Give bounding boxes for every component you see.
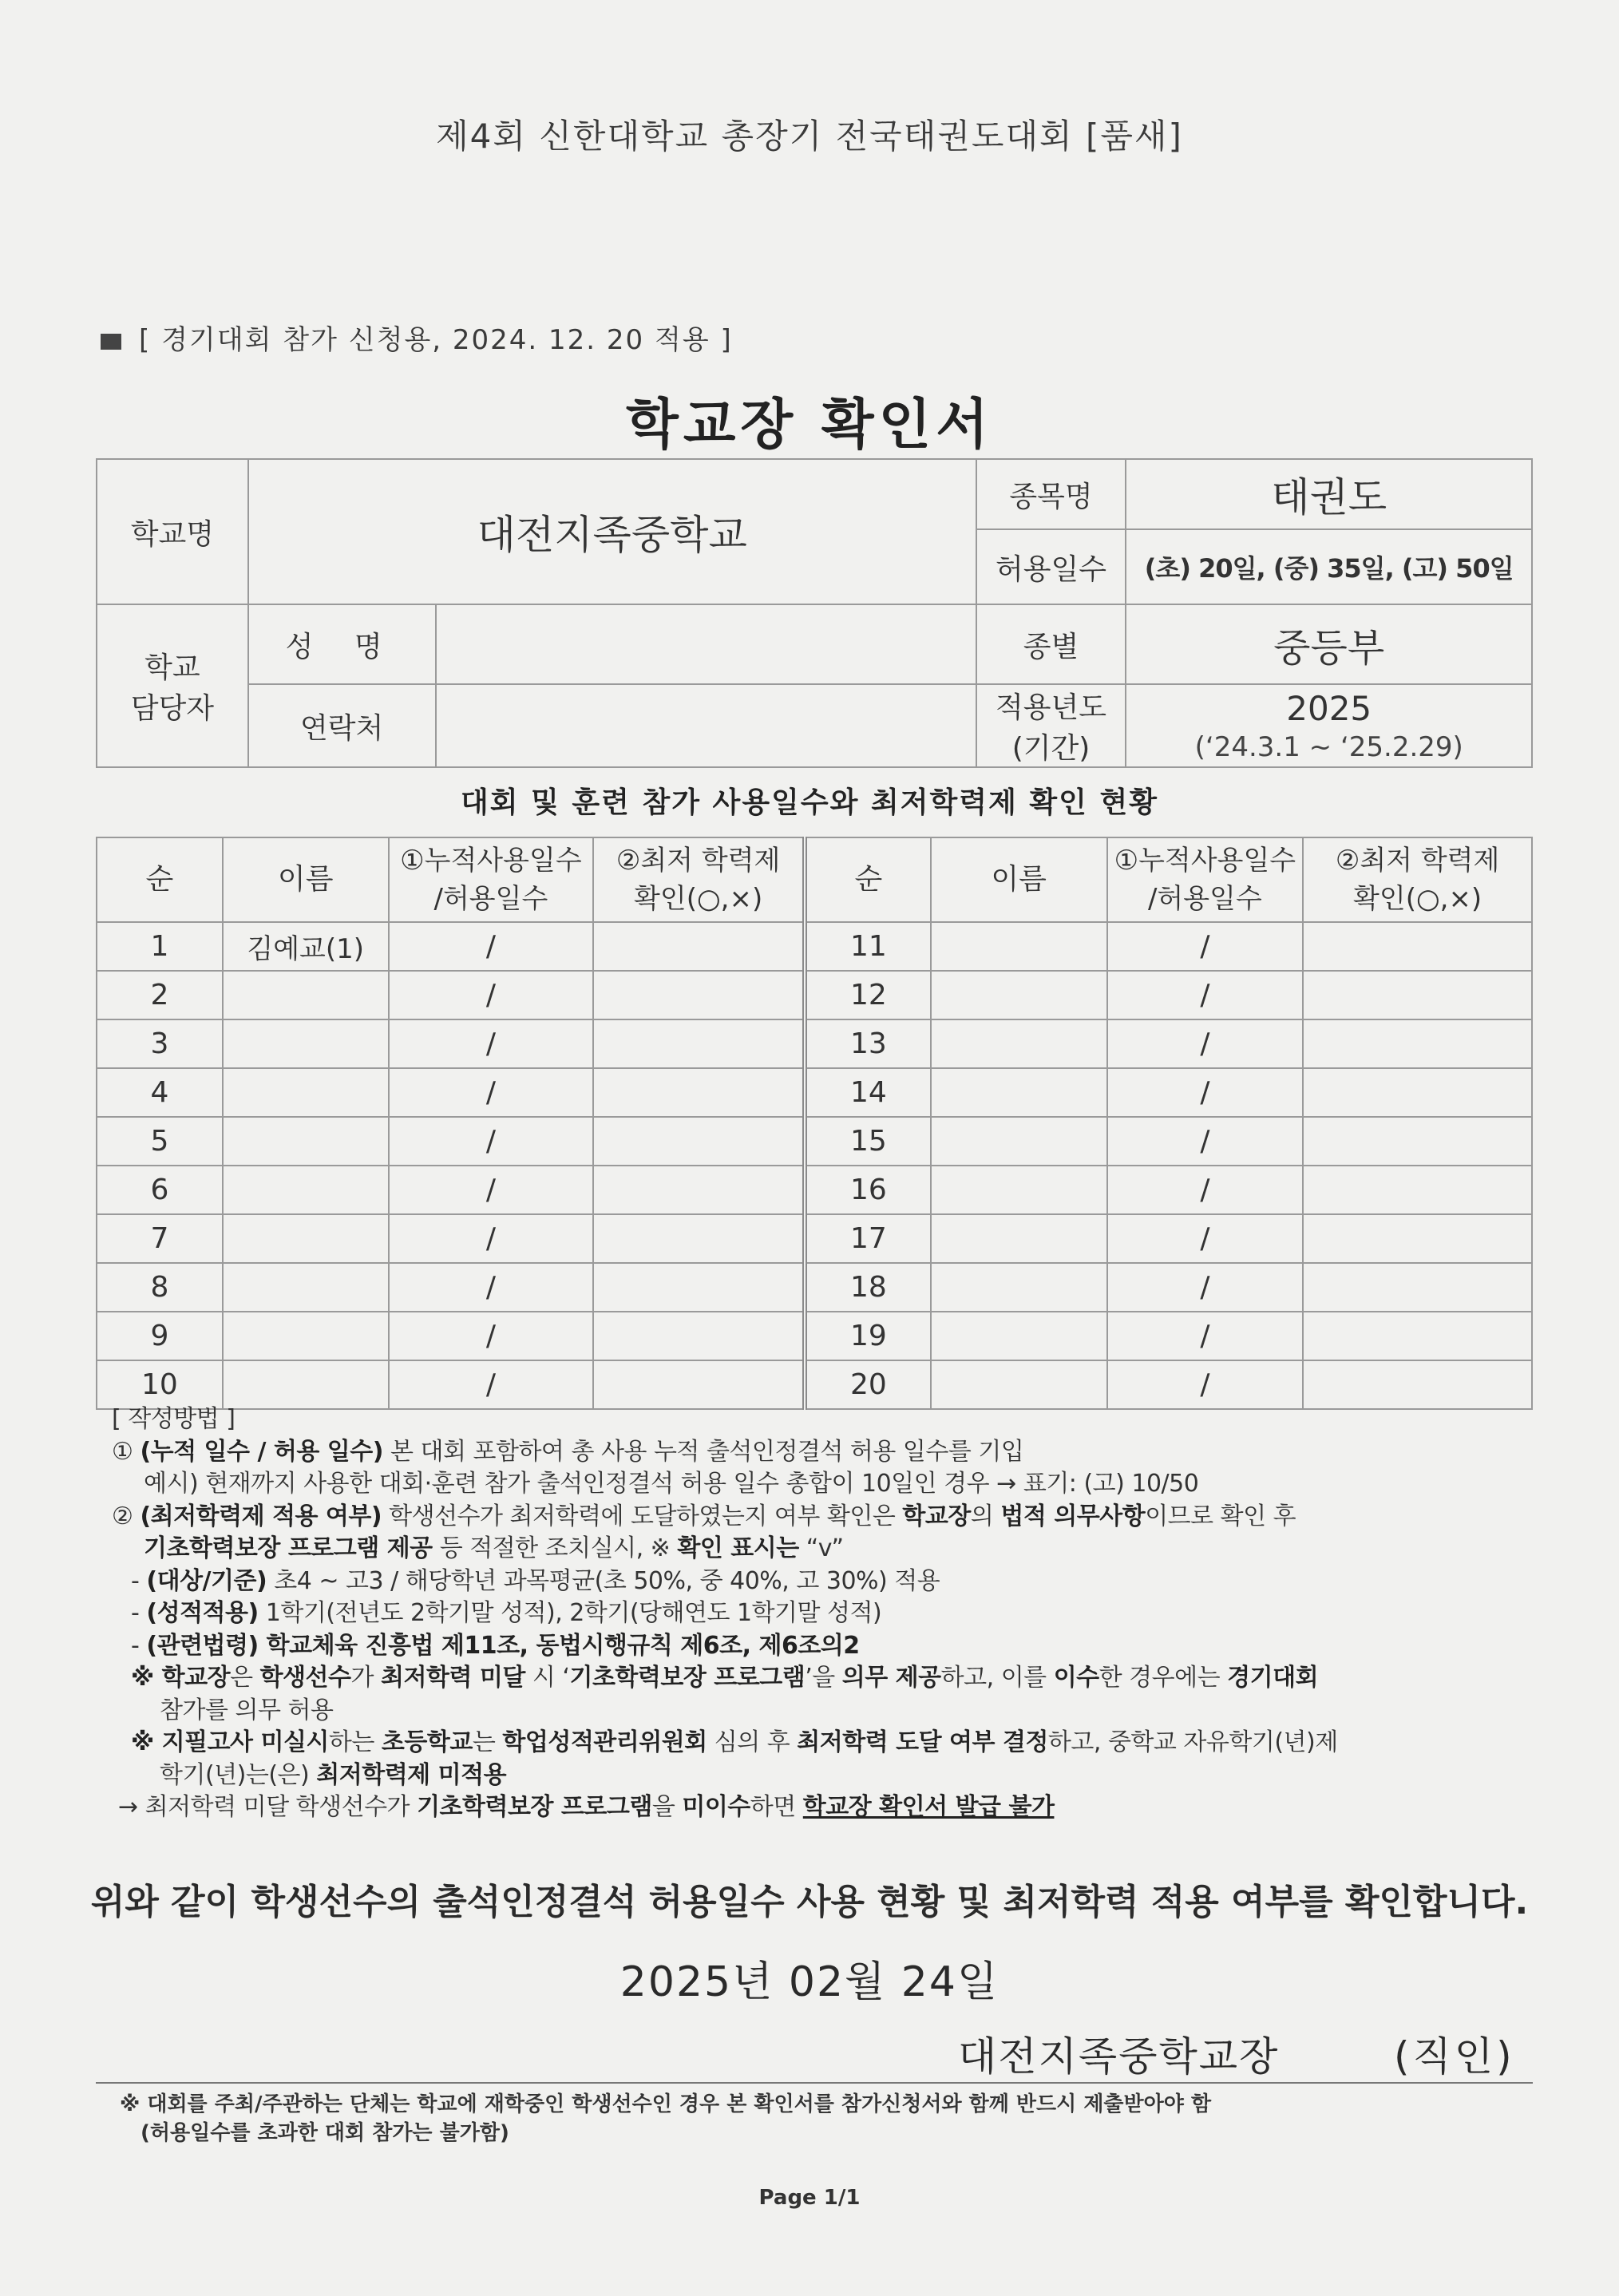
allowed-days-value: (초) 20일, (중) 35일, (고) 50일 xyxy=(1126,529,1532,604)
footnote-line-2: (허용일수를 초과한 대회 참가는 불가함) xyxy=(141,2121,509,2145)
row-name-right xyxy=(931,1312,1107,1360)
row-name-right xyxy=(931,922,1107,971)
form-tag-text: [ 경기대회 참가 신청용, 2024. 12. 20 적용 ] xyxy=(139,324,733,356)
footnote xyxy=(120,2090,1541,2148)
row-check-right xyxy=(1303,922,1532,971)
name-value xyxy=(436,604,976,684)
row-name-right xyxy=(931,1019,1107,1068)
table-row xyxy=(97,1312,1532,1360)
method-line-1 xyxy=(112,1436,1541,1469)
row-check xyxy=(593,1117,805,1166)
method-bold-underline: 학교장 확인서 발급 불가 xyxy=(802,1793,1055,1821)
method-line-6 xyxy=(112,1597,1541,1630)
row-days-right: / xyxy=(1107,1166,1304,1214)
row-check-right xyxy=(1303,971,1532,1019)
status-header-row xyxy=(97,837,1532,922)
row-days-right: / xyxy=(1107,1068,1304,1117)
row-days: / xyxy=(389,971,594,1019)
method-text: 은 xyxy=(230,1664,260,1692)
method-bold: (누적 일수 / 허용 일수) xyxy=(140,1437,383,1466)
header-check-line1: ②최저 학력제 xyxy=(616,845,781,877)
year-period: (‘24.3.1 ~ ‘25.2.29) xyxy=(1194,730,1463,763)
method-line-11 xyxy=(112,1760,1541,1792)
method-bold: 기초학력보장 프로그램 제공 xyxy=(144,1534,433,1562)
school-name-label: 학교명 xyxy=(97,459,248,604)
row-no-right: 18 xyxy=(805,1263,931,1312)
header-check-right-line2: 확인(○,×) xyxy=(1353,883,1482,915)
official-seal: (직인) xyxy=(1394,2033,1515,2080)
header-check xyxy=(593,837,805,922)
division-label: 종별 xyxy=(976,604,1126,684)
row-days-right: / xyxy=(1107,1117,1304,1166)
row-check xyxy=(593,1068,805,1117)
method-text: 의 xyxy=(970,1502,1001,1530)
row-check xyxy=(593,1019,805,1068)
table-row xyxy=(97,922,1532,971)
row-check-right xyxy=(1303,1117,1532,1166)
row-days-right: / xyxy=(1107,1263,1304,1312)
method-text: 하고, 중학교 자유학기(년)제 xyxy=(1047,1728,1338,1756)
row-name xyxy=(223,1263,389,1312)
tournament-title: 제4회 신한대학교 총장기 전국태권도대회 [품새] xyxy=(436,117,1183,156)
method-text: 학기(년)는(은) xyxy=(160,1760,317,1789)
year-value: 2025 xyxy=(1286,688,1372,728)
school-name-value: 대전지족중학교 xyxy=(248,459,976,604)
manager-label-line1: 학교 xyxy=(144,651,200,684)
method-bold: 학업성적관리위원회 xyxy=(502,1728,707,1756)
row-no: 6 xyxy=(97,1166,223,1214)
method-text: - xyxy=(131,1566,147,1595)
method-bold: ※ 학교장 xyxy=(131,1664,231,1692)
method-bold: 학교체육 진흥법 제11조, 동법시행규칙 제6조, 제6조의2 xyxy=(258,1631,860,1660)
method-bold: 최저학력 도달 여부 결정 xyxy=(797,1728,1048,1756)
year-label-line1: 적용년도 xyxy=(995,691,1107,724)
manager-label-line2: 담당자 xyxy=(130,692,215,725)
header-name: 이름 xyxy=(223,837,389,922)
table-row xyxy=(97,1117,1532,1166)
row-name-right xyxy=(931,1117,1107,1166)
method-bold: (최저학력제 적용 여부) xyxy=(140,1502,382,1530)
footnote-line-1: ※ 대회를 주최/주관하는 단체는 학교에 재학중인 학생선수인 경우 본 확인서를 참가신청서와 함께 반드시 제출받아야 함 xyxy=(120,2092,1212,2116)
row-no: 3 xyxy=(97,1019,223,1068)
name-label: 성 명 xyxy=(248,604,436,684)
method-text: ① xyxy=(112,1437,141,1466)
row-days: / xyxy=(389,922,594,971)
row-check-right xyxy=(1303,1166,1532,1214)
method-line-9: 참가를 의무 허용 xyxy=(160,1696,334,1724)
method-text: 심의 후 xyxy=(707,1728,798,1756)
row-no: 4 xyxy=(97,1068,223,1117)
issue-date: 2025년 02월 24일 xyxy=(619,1958,1000,2006)
row-no-right: 14 xyxy=(805,1068,931,1117)
method-line-7 xyxy=(112,1630,1541,1663)
row-name-right xyxy=(931,1068,1107,1117)
method-bold: ※ 지필고사 미실시 xyxy=(131,1728,329,1756)
header-days-line1: ①누적사용일수 xyxy=(400,845,582,877)
writing-method xyxy=(112,1403,1541,1824)
row-days: / xyxy=(389,1166,594,1214)
row-name xyxy=(223,1166,389,1214)
method-bold: 이수 xyxy=(1053,1664,1099,1692)
year-label-line2: (기간) xyxy=(1011,732,1091,765)
row-check xyxy=(593,1166,805,1214)
method-line-2: 예시) 현재까지 사용한 대회·훈련 참가 출석인정결석 허용 일수 총합이 10일인 경우 → 표기: (고) 10/50 xyxy=(144,1470,1199,1498)
row-check xyxy=(593,971,805,1019)
method-bold: 최저학력 미달 xyxy=(381,1664,525,1692)
table-row xyxy=(97,1019,1532,1068)
method-text: 하고, 이를 xyxy=(940,1664,1054,1692)
row-no: 1 xyxy=(97,922,223,971)
header-days-line2: /허용일수 xyxy=(433,883,548,915)
row-days-right: / xyxy=(1107,922,1304,971)
method-text: 가 xyxy=(350,1664,382,1692)
row-name-right xyxy=(931,1166,1107,1214)
event-label: 종목명 xyxy=(976,459,1126,529)
row-check-right xyxy=(1303,1214,1532,1263)
status-section-title: 대회 및 훈련 참가 사용일수와 최저학력제 확인 현황 xyxy=(460,786,1159,819)
header-check-right-line1: ②최저 학력제 xyxy=(1335,845,1500,877)
row-name-right xyxy=(931,1214,1107,1263)
principal-signer: 대전지족중학교장 xyxy=(958,2033,1280,2080)
page-number: Page 1/1 xyxy=(758,2186,861,2210)
row-no-right: 13 xyxy=(805,1019,931,1068)
method-bold: (대상/기준) xyxy=(146,1566,267,1595)
method-text: 1학기(전년도 2학기말 성적), 2학기(당해연도 1학기말 성적) xyxy=(258,1599,882,1627)
method-bold: (성적적용) xyxy=(146,1599,259,1627)
method-bold: 미이수 xyxy=(682,1793,750,1821)
status-table xyxy=(96,837,1533,1410)
contact-label: 연락처 xyxy=(248,684,436,767)
method-text: - xyxy=(131,1631,147,1660)
row-no-right: 12 xyxy=(805,971,931,1019)
method-line-12 xyxy=(112,1791,1541,1824)
row-name xyxy=(223,1360,389,1409)
row-days: / xyxy=(389,1312,594,1360)
header-check-line2: 확인(○,×) xyxy=(634,883,763,915)
contact-value xyxy=(436,684,976,767)
allowed-days-label: 허용일수 xyxy=(976,529,1126,604)
row-no: 5 xyxy=(97,1117,223,1166)
method-text: “v” xyxy=(798,1534,844,1562)
header-check-right xyxy=(1303,837,1532,922)
table-row xyxy=(97,1068,1532,1117)
row-check-right xyxy=(1303,1360,1532,1409)
row-name xyxy=(223,1117,389,1166)
header-days-right-line2: /허용일수 xyxy=(1147,883,1262,915)
row-no: 7 xyxy=(97,1214,223,1263)
header-name-right: 이름 xyxy=(931,837,1107,922)
header-no: 순 xyxy=(97,837,223,922)
row-check-right xyxy=(1303,1312,1532,1360)
row-name-right xyxy=(931,971,1107,1019)
event-value: 태권도 xyxy=(1126,459,1532,529)
year-cell xyxy=(1126,684,1532,767)
method-line-10 xyxy=(112,1727,1541,1760)
year-label xyxy=(976,684,1126,767)
manager-label xyxy=(97,604,248,767)
row-days-right: / xyxy=(1107,1214,1304,1263)
method-text: 한 경우에는 xyxy=(1098,1664,1228,1692)
method-bold: 의무 제공 xyxy=(841,1664,941,1692)
method-bold: 법적 의무사항 xyxy=(1000,1502,1146,1530)
row-check xyxy=(593,1214,805,1263)
row-no-right: 17 xyxy=(805,1214,931,1263)
table-row xyxy=(97,1214,1532,1263)
method-bold: 경기대회 xyxy=(1227,1664,1319,1692)
row-no-right: 11 xyxy=(805,922,931,971)
method-bold: 학생선수 xyxy=(259,1664,351,1692)
row-no-right: 15 xyxy=(805,1117,931,1166)
method-bold: (관련법령) xyxy=(146,1631,259,1660)
footer-divider xyxy=(96,2082,1533,2084)
method-bold: 최저학력제 미적용 xyxy=(316,1760,507,1789)
row-check xyxy=(593,1360,805,1409)
row-name: 김예교(1) xyxy=(223,922,389,971)
confirmation-statement: 위와 같이 학생선수의 출석인정결석 허용일수 사용 현황 및 최저학력 적용 여부를 확인합니다. xyxy=(90,1882,1529,1922)
method-bold: 초등학교 xyxy=(381,1728,473,1756)
row-name xyxy=(223,971,389,1019)
method-line-4 xyxy=(112,1533,1541,1566)
table-row xyxy=(97,971,1532,1019)
method-text: 는 xyxy=(472,1728,503,1756)
row-no-right: 19 xyxy=(805,1312,931,1360)
method-text: 을 xyxy=(651,1793,683,1821)
school-info-table xyxy=(96,458,1533,768)
method-text: → 최저학력 미달 학생선수가 xyxy=(118,1793,418,1821)
method-text: 초4 ~ 고3 / 해당학년 과목평균(초 50%, 중 40%, 고 30%) 적용 xyxy=(267,1566,940,1595)
method-text: 등 적절한 조치실시, ※ xyxy=(432,1534,678,1562)
method-title: [ 작성방법 ] xyxy=(112,1405,236,1433)
row-check xyxy=(593,1312,805,1360)
row-no-right: 20 xyxy=(805,1360,931,1409)
method-bold: 학교장 xyxy=(902,1502,971,1530)
row-name-right xyxy=(931,1360,1107,1409)
row-no: 10 xyxy=(97,1360,223,1409)
row-days: / xyxy=(389,1019,594,1068)
method-line-8 xyxy=(112,1662,1541,1695)
row-no: 8 xyxy=(97,1263,223,1312)
document-title: 학교장 확인서 xyxy=(626,394,993,457)
row-days: / xyxy=(389,1068,594,1117)
method-text: - xyxy=(131,1599,147,1627)
row-days-right: / xyxy=(1107,1312,1304,1360)
row-check xyxy=(593,1263,805,1312)
row-name xyxy=(223,1214,389,1263)
method-text: 학생선수가 최저학력에 도달하였는지 여부 확인은 xyxy=(382,1502,903,1530)
method-bold: 기초학력보장 프로그램 xyxy=(569,1664,806,1692)
row-days: / xyxy=(389,1360,594,1409)
header-no-right: 순 xyxy=(805,837,931,922)
method-text: 하면 xyxy=(750,1793,803,1821)
row-check-right xyxy=(1303,1068,1532,1117)
row-name xyxy=(223,1019,389,1068)
row-no: 2 xyxy=(97,971,223,1019)
method-text: 시 ‘ xyxy=(524,1664,570,1692)
row-no-right: 16 xyxy=(805,1166,931,1214)
row-check-right xyxy=(1303,1263,1532,1312)
row-days-right: / xyxy=(1107,1019,1304,1068)
row-no: 9 xyxy=(97,1312,223,1360)
row-days: / xyxy=(389,1117,594,1166)
header-days-right-line1: ①누적사용일수 xyxy=(1114,845,1296,877)
row-days-right: / xyxy=(1107,971,1304,1019)
method-bold: 확인 표시는 xyxy=(677,1534,799,1562)
table-row xyxy=(97,1263,1532,1312)
row-name-right xyxy=(931,1263,1107,1312)
form-tag xyxy=(101,318,733,357)
method-text: 본 대회 포함하여 총 사용 누적 출석인정결석 허용 일수를 기입 xyxy=(382,1437,1024,1466)
square-bullet-icon xyxy=(101,334,121,350)
method-bold: 기초학력보장 프로그램 xyxy=(417,1793,652,1821)
method-text: ’을 xyxy=(805,1664,842,1692)
row-days-right: / xyxy=(1107,1360,1304,1409)
row-check-right xyxy=(1303,1019,1532,1068)
method-line-5 xyxy=(112,1566,1541,1598)
method-line-3 xyxy=(112,1501,1541,1534)
row-name xyxy=(223,1068,389,1117)
row-days: / xyxy=(389,1263,594,1312)
method-text: 하는 xyxy=(328,1728,382,1756)
header-days xyxy=(389,837,594,922)
row-check xyxy=(593,922,805,971)
table-row xyxy=(97,1166,1532,1214)
method-text: ② xyxy=(112,1502,141,1530)
method-text: 이므로 확인 후 xyxy=(1145,1502,1296,1530)
row-name xyxy=(223,1312,389,1360)
table-row xyxy=(97,1360,1532,1409)
division-value: 중등부 xyxy=(1126,604,1532,684)
row-days: / xyxy=(389,1214,594,1263)
header-days-right xyxy=(1107,837,1304,922)
